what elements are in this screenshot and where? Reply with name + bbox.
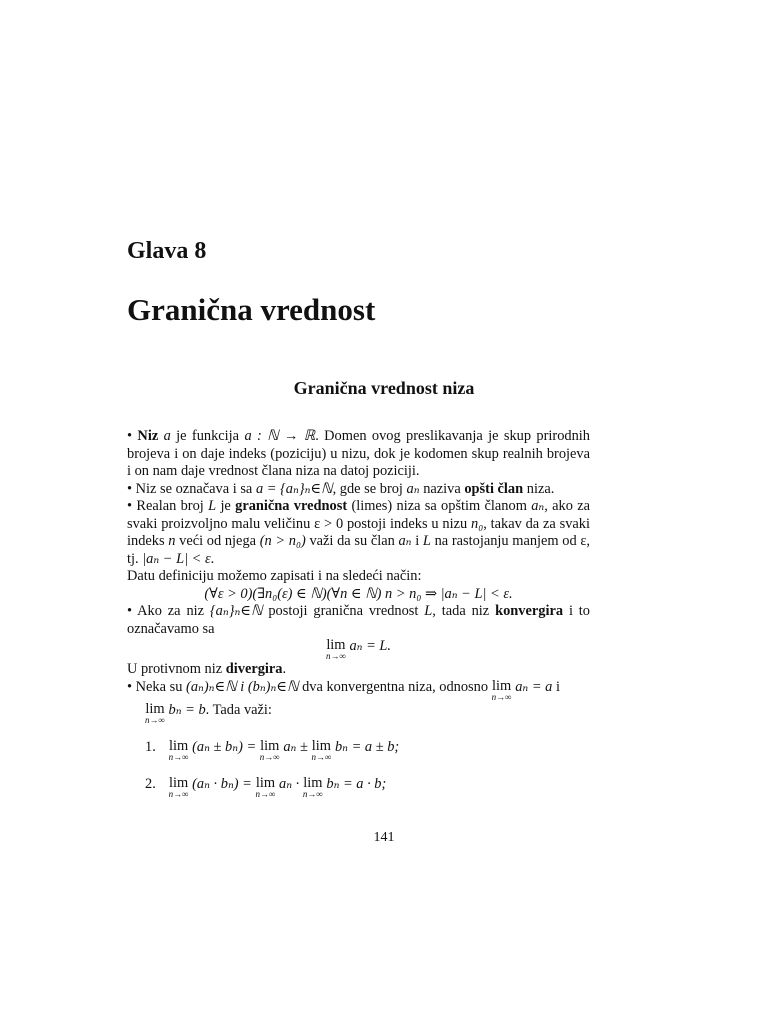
text: . xyxy=(210,550,215,567)
term-divergira: divergira xyxy=(225,661,283,677)
text: . Domen ovog preslikavanja je skup prirodnih brojeva i on daje indeks (poziciju) u nizu, dok je kodomen skup realnih brojeva i on nam daje vrednost člana niza na datoj poziciji. xyxy=(127,428,590,479)
math-var: n₀ xyxy=(471,515,484,532)
text: Niz se označava i sa xyxy=(135,480,253,497)
math-expression: aₙ · xyxy=(279,775,303,792)
lim-subscript: n→∞ xyxy=(168,788,189,799)
text: , tada niz xyxy=(432,603,490,619)
lim-text: lim xyxy=(168,774,189,791)
text: je funkcija xyxy=(176,428,240,444)
math-var: aₙ xyxy=(531,498,545,514)
list-item xyxy=(145,739,590,762)
lim-subscript: n→∞ xyxy=(168,751,189,762)
lim-text: lim xyxy=(492,677,512,694)
text: , takav da za svaki indeks xyxy=(127,515,590,549)
math-expression: bₙ = a · b; xyxy=(326,775,387,792)
text: . xyxy=(282,661,287,677)
math-expression: (aₙ ± bₙ) = xyxy=(192,738,260,755)
paragraph-limit-rules xyxy=(127,679,590,725)
limit-operator xyxy=(303,776,323,799)
math-var: n xyxy=(168,533,176,549)
math-var: L xyxy=(424,603,433,619)
math-expression: (aₙ · bₙ) = xyxy=(192,775,256,792)
limit-operator xyxy=(260,739,280,762)
text: na rastojanju manjem od ε, tj. xyxy=(127,533,591,567)
math-var: aₙ xyxy=(398,533,412,549)
formula-definition: (∀ε > 0)(∃n₀(ε) ∈ ℕ)(∀n ∈ ℕ) n > n₀ ⇒ |aₙ − L| < ε. xyxy=(204,585,513,602)
math-var: L xyxy=(208,498,217,514)
limit-operator xyxy=(145,702,165,725)
list-item xyxy=(145,776,590,799)
math-expression: aₙ = L. xyxy=(349,638,392,654)
text: , gde se broj xyxy=(332,480,403,497)
lim-text: lim xyxy=(145,700,165,717)
text: dva konvergentna niza, odnosno xyxy=(302,678,489,695)
section-title: Granična vrednost niza xyxy=(293,378,475,398)
math-expression: aₙ ± xyxy=(283,738,312,755)
math-sequence: {aₙ}ₙ∈ℕ xyxy=(209,603,263,619)
lim-subscript: n→∞ xyxy=(255,788,276,799)
text: Realan broj xyxy=(136,498,204,514)
math-var: aₙ xyxy=(406,480,420,497)
math-expression: bₙ = b xyxy=(168,701,206,718)
text: . Tada važi: xyxy=(205,701,272,718)
term-konvergira: konvergira xyxy=(495,603,564,619)
chapter-label: Glava 8 xyxy=(127,238,207,264)
text: postoji granična vrednost xyxy=(268,603,419,619)
math-inequality: |aₙ − L| < ε xyxy=(142,550,211,567)
paragraph-notation-intro: Datu definiciju možemo zapisati i na sledeći način: xyxy=(127,568,422,584)
limit-operator xyxy=(311,739,331,762)
bullet: • xyxy=(127,428,133,444)
bullet: • xyxy=(127,678,133,695)
paragraph-definition xyxy=(127,428,590,481)
lim-subscript: n→∞ xyxy=(302,788,323,799)
lim-text: lim xyxy=(311,737,331,754)
math-var: L xyxy=(422,533,431,549)
text: , ako za svaki proizvoljno malu veličinu ε > 0 postoji indeks u nizu xyxy=(127,498,590,532)
text: Neka su xyxy=(135,678,183,695)
math-expression: aₙ = a xyxy=(515,678,553,695)
paragraph-limit-definition xyxy=(127,498,590,568)
lim-text: lim xyxy=(168,737,189,754)
text: važi da su član xyxy=(309,533,395,549)
math-mapping: a : ℕ → ℝ xyxy=(244,428,316,444)
math-sequences: (aₙ)ₙ∈ℕ i (bₙ)ₙ∈ℕ xyxy=(186,678,299,695)
term-opsti-clan: opšti član xyxy=(464,480,524,497)
limit-operator xyxy=(492,679,512,702)
lim-subscript: n→∞ xyxy=(311,751,332,762)
page-number: 141 xyxy=(373,830,395,845)
lim-text: lim xyxy=(303,774,323,791)
bullet: • xyxy=(127,498,133,514)
limit-operator xyxy=(326,638,346,661)
lim-text: lim xyxy=(260,737,280,754)
body-text xyxy=(127,428,590,813)
rules-list xyxy=(127,739,590,799)
math-expression: bₙ = a ± b; xyxy=(334,738,400,755)
math-condition: (n > n₀) xyxy=(259,533,306,549)
lim-text: lim xyxy=(255,774,276,791)
paragraph-notation xyxy=(127,481,590,499)
text: (limes) niza sa opštim članom xyxy=(351,498,527,514)
lim-subscript: n→∞ xyxy=(491,691,512,702)
math-var: a xyxy=(163,428,171,444)
text: i to označavamo sa xyxy=(127,603,591,637)
text: U protivnom niz xyxy=(127,661,223,677)
text: Ako za niz xyxy=(137,603,205,619)
limit-operator xyxy=(169,739,189,762)
bullet: • xyxy=(127,480,133,497)
item-number: 1. xyxy=(145,738,156,755)
text: je xyxy=(220,498,231,514)
formula-limit xyxy=(127,638,590,661)
bullet: • xyxy=(127,603,133,619)
lim-subscript: n→∞ xyxy=(145,714,165,725)
paragraph-divergence xyxy=(127,661,590,679)
lim-subscript: n→∞ xyxy=(325,651,346,661)
item-number: 2. xyxy=(145,775,156,792)
text: naziva xyxy=(423,480,461,497)
limit-operator xyxy=(169,776,189,799)
limit-operator xyxy=(255,776,275,799)
chapter-title: Granična vrednost xyxy=(127,292,376,327)
math-expression: a = {aₙ}ₙ∈ℕ xyxy=(255,480,333,497)
text: veći od njega xyxy=(179,533,257,549)
paragraph-convergence xyxy=(127,603,590,638)
text: i xyxy=(415,533,420,549)
text: niza. xyxy=(526,480,555,497)
term-granicna-vrednost: granična vrednost xyxy=(235,498,348,514)
lim-text: lim xyxy=(326,637,346,653)
text: i xyxy=(555,678,560,695)
lim-subscript: n→∞ xyxy=(259,751,280,762)
term-niz: Niz xyxy=(137,428,159,444)
